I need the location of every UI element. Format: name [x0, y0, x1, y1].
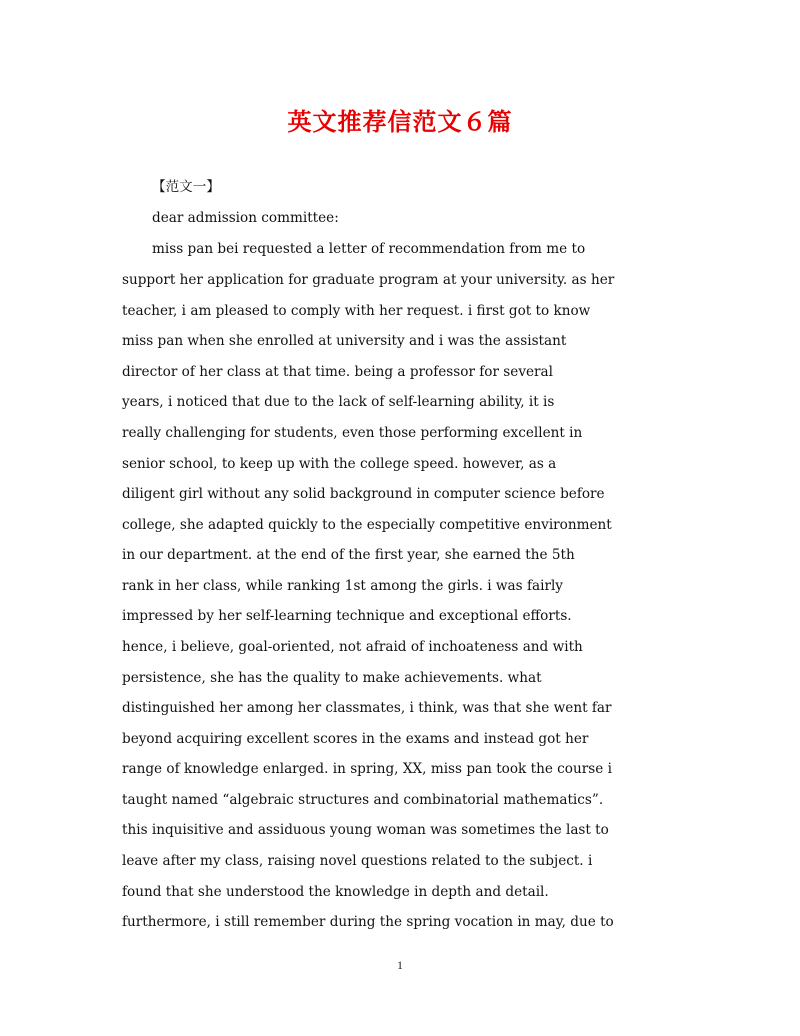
- paragraph-line: hence, i believe, goal-oriented, not afraid of inchoateness and with: [122, 639, 583, 655]
- paragraph-line: persistence, she has the quality to make achievements. what: [122, 670, 542, 686]
- salutation: dear admission committee:: [152, 210, 339, 226]
- paragraph-line: this inquisitive and assiduous young woman was sometimes the last to: [122, 822, 609, 838]
- paragraph-line: college, she adapted quickly to the especially competitive environment: [122, 517, 612, 533]
- paragraph-line: miss pan when she enrolled at university and i was the assistant: [122, 333, 567, 349]
- paragraph-line: rank in her class, while ranking 1st among the girls. i was fairly: [122, 578, 563, 594]
- section-heading: 【范文一】: [152, 179, 220, 195]
- paragraph-line: director of her class at that time. being a professor for several: [122, 364, 553, 380]
- paragraph-line: support her application for graduate program at your university. as her: [122, 272, 615, 288]
- paragraph-line: range of knowledge enlarged. in spring, XX, miss pan took the course i: [122, 761, 612, 777]
- paragraph-line: furthermore, i still remember during the spring vocation in may, due to: [122, 914, 614, 930]
- paragraph-line: diligent girl without any solid background in computer science before: [122, 486, 605, 502]
- paragraph-line: found that she understood the knowledge in depth and detail.: [122, 884, 549, 900]
- paragraph-line: senior school, to keep up with the college speed. however, as a: [122, 456, 557, 472]
- paragraph-line: years, i noticed that due to the lack of self-learning ability, it is: [122, 394, 555, 410]
- paragraph-line: taught named “algebraic structures and combinatorial mathematics”.: [122, 792, 604, 808]
- paragraph-line: really challenging for students, even those performing excellent in: [122, 425, 583, 441]
- paragraph-line: miss pan bei requested a letter of recommendation from me to: [152, 241, 586, 257]
- paragraph-line: teacher, i am pleased to comply with her request. i first got to know: [122, 303, 591, 319]
- paragraph-line: in our department. at the end of the first year, she earned the 5th: [122, 547, 575, 563]
- paragraph-line: beyond acquiring excellent scores in the exams and instead got her: [122, 731, 589, 747]
- document-title: 英文推荐信范文６篇: [287, 107, 513, 136]
- paragraph-line: leave after my class, raising novel questions related to the subject. i: [122, 853, 593, 869]
- page-number: 1: [397, 958, 403, 972]
- paragraph-line: distinguished her among her classmates, i think, was that she went far: [122, 700, 612, 716]
- paragraph-line: impressed by her self-learning technique and exceptional efforts.: [122, 608, 572, 624]
